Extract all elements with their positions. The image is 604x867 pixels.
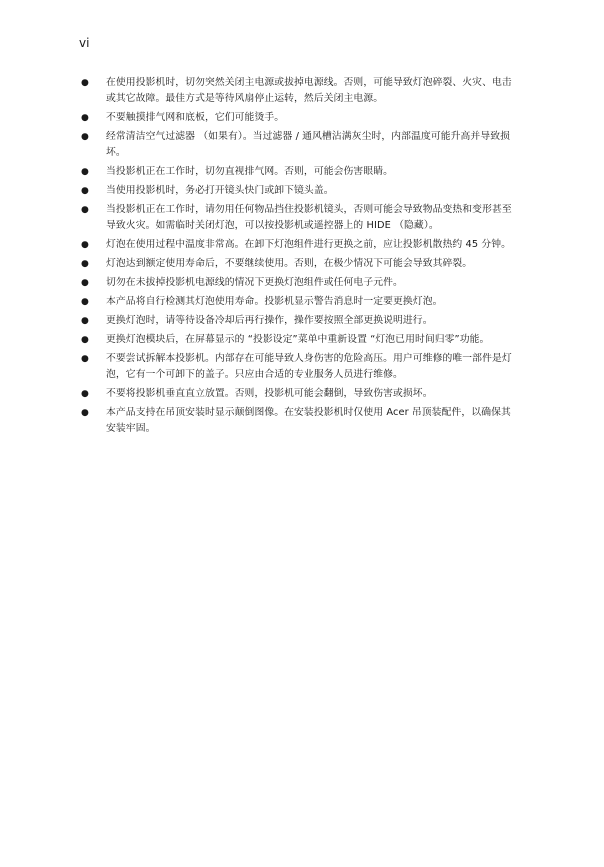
list-item [76,75,516,107]
notice-text: 不要尝试拆解本投影机。内部存在可能导致人身伤害的危险高压。用户可维修的唯一部件是灯泡，它有一个可卸下的盖子。只应由合适的专业服务人员进行维修。 [106,353,512,380]
bullet-icon: ● [81,335,89,345]
list-item [76,237,516,253]
bullet-icon: ● [81,354,89,364]
list-item [76,386,516,402]
bullet-icon: ● [81,132,89,142]
notice-text: 更换灯泡模块后，在屏幕显示的 “投影设定”菜单中重新设置 “灯泡已用时间归零”功能。 [106,334,490,345]
bullet-icon: ● [81,297,89,307]
notice-text: 当使用投影机时，务必打开镜头快门或卸下镜头盖。 [106,185,334,196]
bullet-icon: ● [81,240,89,250]
bullet-icon: ● [81,259,89,269]
notice-text: 灯泡在使用过程中温度非常高。在卸下灯泡组件进行更换之前，应让投影机散热约 45 分钟。 [106,239,512,250]
bullet-icon: ● [81,113,89,123]
safety-notice-list [76,75,516,440]
page-number: vi [79,36,90,50]
list-item [76,256,516,272]
notice-text: 经常清洁空气过滤器 （如果有）。当过滤器 / 通风槽沾满灰尘时，内部温度可能升高并导致损坏。 [106,131,511,158]
notice-text: 不要触摸排气网和底板，它们可能烫手。 [106,112,285,123]
list-item [76,405,516,437]
list-item [76,202,516,234]
list-item [76,332,516,348]
list-item [76,313,516,329]
notice-text: 更换灯泡时，请等待设备冷却后再行操作，操作要按照全部更换说明进行。 [106,315,433,326]
bullet-icon: ● [81,278,89,288]
bullet-icon: ● [81,78,89,88]
list-item [76,110,516,126]
bullet-icon: ● [81,408,89,418]
bullet-icon: ● [81,186,89,196]
list-item [76,164,516,180]
bullet-icon: ● [81,389,89,399]
bullet-icon: ● [81,167,89,177]
list-item [76,275,516,291]
bullet-icon: ● [81,316,89,326]
list-item [76,183,516,199]
notice-text: 当投影机正在工作时，请勿用任何物品挡住投影机镜头，否则可能会导致物品变热和变形甚至导致火灾。如需临时关闭灯泡，可以按投影机或遥控器上的 HIDE （隐藏）。 [106,204,512,231]
bullet-icon: ● [81,205,89,215]
notice-text: 灯泡达到额定使用寿命后，不要继续使用。否则，在极少情况下可能会导致其碎裂。 [106,258,473,269]
notice-text: 本产品将自行检测其灯泡使用寿命。投影机显示警告消息时一定要更换灯泡。 [106,296,443,307]
notice-text: 不要将投影机垂直直立放置。否则，投影机可能会翻倒，导致伤害或损坏。 [106,388,433,399]
list-item [76,129,516,161]
list-item [76,294,516,310]
list-item [76,351,516,383]
notice-text: 在使用投影机时，切勿突然关闭主电源或拔掉电源线。否则，可能导致灯泡碎裂、火灾、电击或其它故障。最佳方式是等待风扇停止运转，然后关闭主电源。 [106,77,512,104]
notice-text: 切勿在未拔掉投影机电源线的情况下更换灯泡组件或任何电子元件。 [106,277,403,288]
notice-text: 当投影机正在工作时，切勿直视排气网。否则，可能会伤害眼睛。 [106,166,394,177]
notice-text: 本产品支持在吊顶安装时显示颠倒图像。在安装投影机时仅使用 Acer 吊顶装配件，以确保其安装牢固。 [106,407,511,434]
